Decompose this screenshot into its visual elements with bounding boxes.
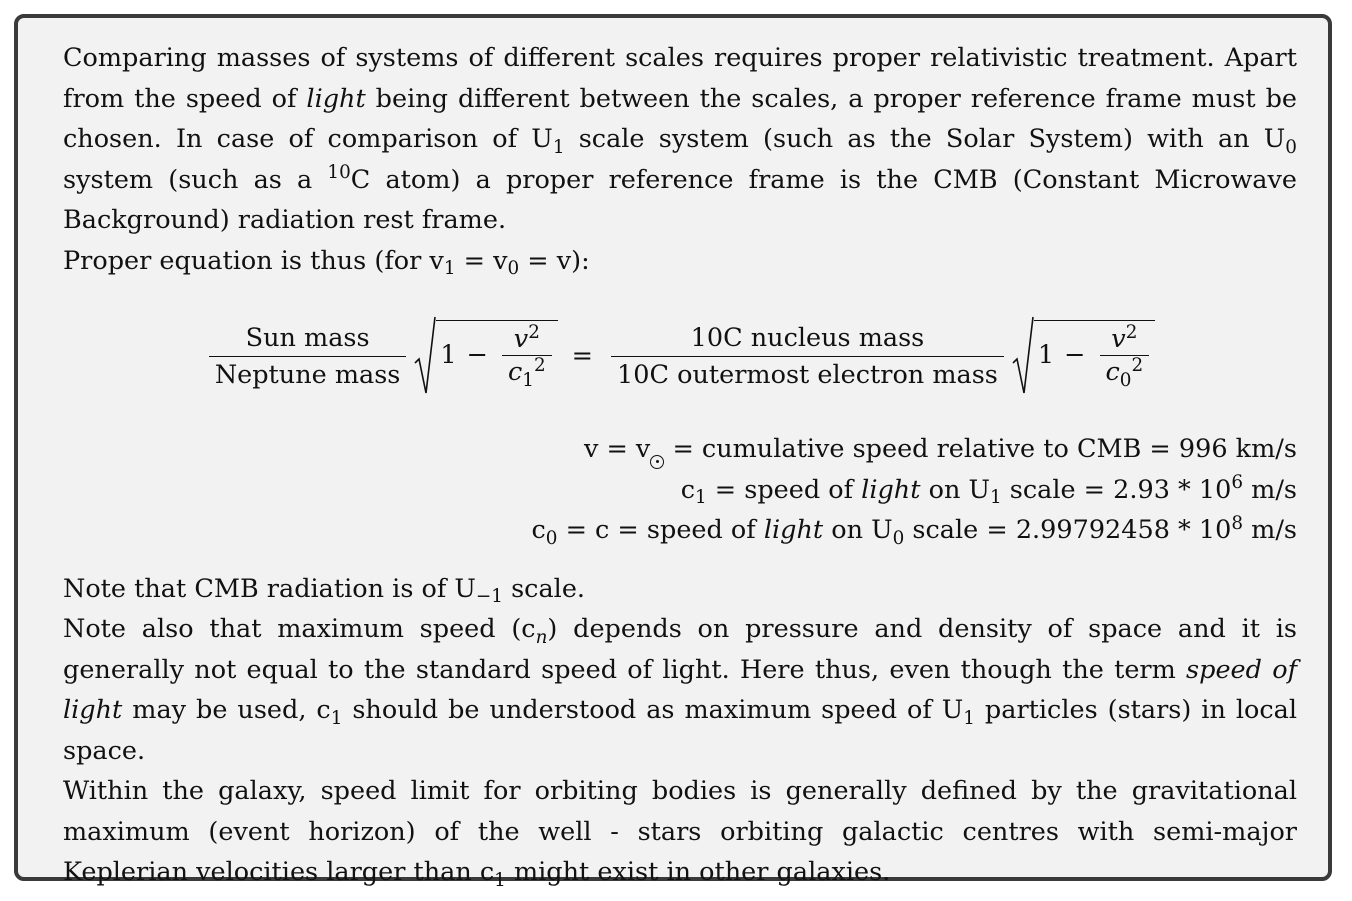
carbon-nucleus-electron-ratio: $\frac{\text{10C nucleus mass}}{\text{10C outermost electron mass}}$ bbox=[611, 320, 1004, 393]
equation-intro: Proper equation is thus (for $v_1 = v_0 = v$): bbox=[63, 245, 590, 279]
note-cmb-scale: Note that CMB radiation is of $U_{-1}$ scale. bbox=[63, 573, 586, 607]
intro-paragraph: Comparing masses of systems of different scales requires proper relativistic treatment. Apart from the speed of light being different between the scales, a proper reference frame must be chosen. In case of comparison of $U_1$ scale system (such as the Solar System) with an $U_0$ system (such as a $^{10}$C atom) a proper reference frame is the CMB (Constant Microwave Background) radiation rest frame. bbox=[63, 43, 1297, 235]
definition-v: v = v = cumulative speed relative to CMB = 996 km/s bbox=[63, 429, 1297, 470]
definition-c0: $c_0 = c$ = speed of light on $U_0$ scale = $2.99792458 * 10^8$ m/s bbox=[531, 512, 1297, 549]
mass-equation: $\frac{\text{Sun mass}}{\text{Neptune mass}}$ 1 − $\frac{v^2}{c_1^2}$ = $\frac{\text{10C nucleus mass}}{\text{10C outermost electron mass}}$ 1 − $\frac{v^2}{c_0^2}$ bbox=[63, 315, 1297, 397]
lorentz-factor-u0: 1 − $\frac{v^2}{c_0^2}$ bbox=[1012, 313, 1155, 399]
variable-definitions bbox=[63, 429, 1297, 551]
definition-c1: $c_1$ = speed of light on $U_1$ scale = $2.93 * 10^6$ m/s bbox=[680, 472, 1297, 508]
lorentz-factor-u1: 1 − $\frac{v^2}{c_1^2}$ bbox=[414, 313, 557, 399]
sun-symbol-icon bbox=[650, 455, 664, 469]
note-maximum-speed: Note also that maximum speed $(c_n)$ depends on pressure and density of space and it is generally not equal to the standard speed of light. Here thus, even though the term speed of light may be used, $c_1$ should be understood as maximum speed of $U_1$ particles (stars) in local space. bbox=[63, 614, 1298, 766]
radical-sign-icon bbox=[414, 313, 436, 399]
sun-neptune-ratio: $\frac{\text{Sun mass}}{\text{Neptune mass}}$ bbox=[209, 320, 407, 393]
radical-sign-icon bbox=[1012, 313, 1034, 399]
document-frame bbox=[14, 14, 1332, 891]
document-content bbox=[63, 38, 1297, 893]
note-galaxy-speed-limit: Within the galaxy, speed limit for orbiting bodies is generally defined by the gravitational maximum (event horizon) of the well - stars orbiting galactic centres with semi-major Keplerian velocities larger than $c_1$ might exist in other galaxies. bbox=[63, 776, 1297, 891]
